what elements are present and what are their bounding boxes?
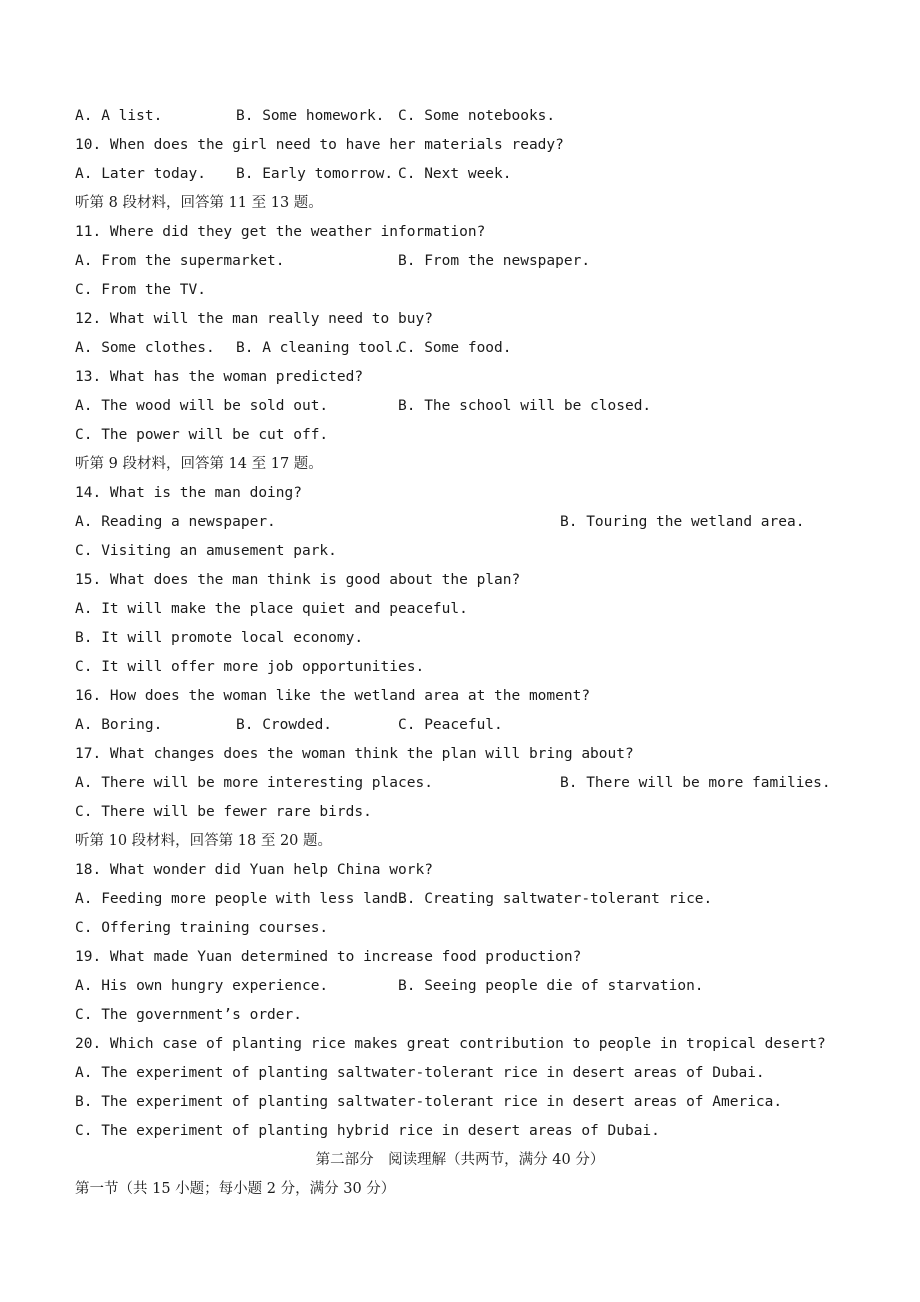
option-b: B. From the newspaper. [398,253,591,269]
question-line: 12. What will the man really need to buy? [75,311,433,327]
option-b: B. There will be more families. [560,775,831,791]
option-a: A. His own hungry experience. [75,978,329,994]
question-line: 14. What is the man doing? [75,485,302,501]
option-a: A. From the supermarket. [75,253,285,269]
option-b: B. Crowded. [236,717,333,733]
question-line: 17. What changes does the woman think the plan will bring about? [75,746,634,762]
section-instruction: 听第 8 段材料，回答第 11 至 13 题。 [75,195,323,211]
section-instruction: 第一节（共 15 小题；每小题 2 分，满分 30 分） [75,1181,396,1197]
option-c: C. Some notebooks. [398,108,556,124]
question-line: C. The power will be cut off. [75,427,329,443]
option-a: A. Feeding more people with less land. [75,891,407,907]
question-line: 19. What made Yuan determined to increase food production? [75,949,582,965]
option-b: B. Early tomorrow. [236,166,394,182]
question-line: A. It will make the place quiet and peaceful. [75,601,468,617]
option-a: A. Reading a newspaper. [75,514,276,530]
option-c: C. Next week. [398,166,512,182]
option-a: A. Boring. [75,717,163,733]
option-b: B. Some homework. [236,108,385,124]
question-line: 10. When does the girl need to have her materials ready? [75,137,564,153]
option-b: B. Creating saltwater-tolerant rice. [398,891,713,907]
section-instruction: 听第 9 段材料，回答第 14 至 17 题。 [75,456,323,472]
question-line: C. The government’s order. [75,1007,302,1023]
option-a: A. Later today. [75,166,206,182]
question-line: 20. Which case of planting rice makes great contribution to people in tropical desert? [75,1036,826,1052]
option-a: A. Some clothes. [75,340,215,356]
option-b: B. Seeing people die of starvation. [398,978,704,994]
question-line: C. Visiting an amusement park. [75,543,337,559]
section-instruction: 听第 10 段材料，回答第 18 至 20 题。 [75,833,333,849]
option-c: C. Some food. [398,340,512,356]
question-line: B. The experiment of planting saltwater-tolerant rice in desert areas of America. [75,1094,783,1110]
question-line: C. It will offer more job opportunities. [75,659,425,675]
option-c: C. Peaceful. [398,717,503,733]
option-b: B. The school will be closed. [398,398,652,414]
question-line: C. From the TV. [75,282,206,298]
question-line: 15. What does the man think is good about the plan? [75,572,521,588]
question-line: 11. Where did they get the weather information? [75,224,486,240]
option-b: B. Touring the wetland area. [560,514,805,530]
question-line: C. There will be fewer rare birds. [75,804,372,820]
option-a: A. The wood will be sold out. [75,398,329,414]
question-line: B. It will promote local economy. [75,630,364,646]
question-line: A. The experiment of planting saltwater-tolerant rice in desert areas of Dubai. [75,1065,765,1081]
option-a: A. A list. [75,108,163,124]
question-line: C. Offering training courses. [75,920,329,936]
question-line: C. The experiment of planting hybrid rice in desert areas of Dubai. [75,1123,660,1139]
option-b: B. A cleaning tool. [236,340,402,356]
part-heading: 第二部分 阅读理解（共两节，满分 40 分） [315,1152,605,1168]
option-a: A. There will be more interesting places. [75,775,433,791]
question-line: 18. What wonder did Yuan help China work? [75,862,433,878]
question-line: 13. What has the woman predicted? [75,369,364,385]
question-line: 16. How does the woman like the wetland area at the moment? [75,688,591,704]
